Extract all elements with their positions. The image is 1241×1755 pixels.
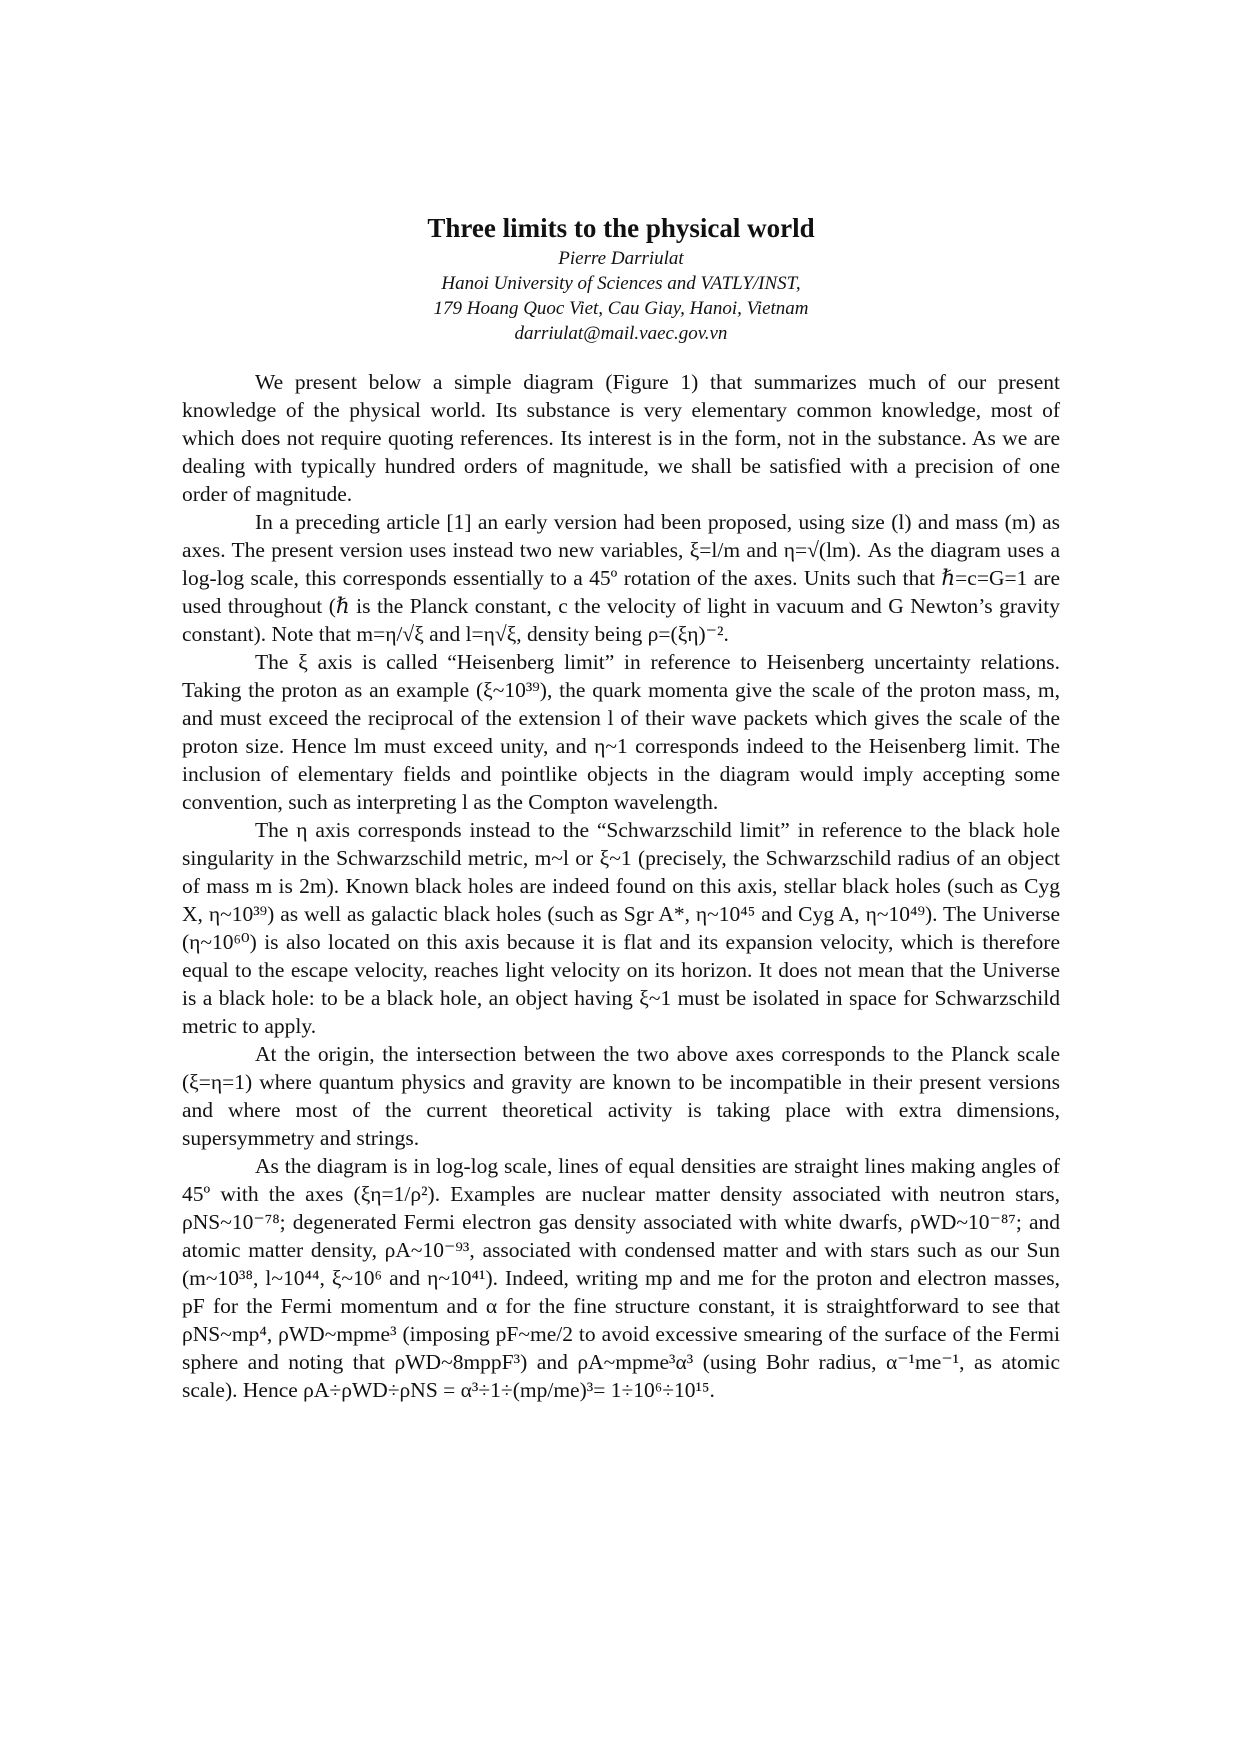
author-email: darriulat@mail.vaec.gov.vn xyxy=(514,323,728,344)
paper-header xyxy=(182,212,1060,346)
author-address: 179 Hoang Quoc Viet, Cau Giay, Hanoi, Vietnam xyxy=(433,298,809,319)
author-affiliation: Hanoi University of Sciences and VATLY/INST, xyxy=(441,273,801,294)
paper-title: Three limits to the physical world xyxy=(427,213,815,243)
paragraph-2: In a preceding article [1] an early version had been proposed, using size (l) and mass (m) as axes. The present version uses instead two new variables, ξ=l/m and η=√(lm). As the diagram uses a log-log scale, this corresponds essentially to a 45º rotation of the axes. Units such that ℏ=c=G=1 are used throughout (ℏ is the Planck constant, c the velocity of light in vacuum and G Newton’s gravity constant). Note that m=η/√ξ and l=η√ξ, density being ρ=(ξη)⁻². xyxy=(182,510,1060,646)
paragraph-1: We present below a simple diagram (Figure 1) that summarizes much of our present knowledge of the physical world. Its substance is very elementary common knowledge, most of which does not require quoting references. Its interest is in the form, not in the substance. As we are dealing with typically hundred orders of magnitude, we shall be satisfied with a precision of one order of magnitude. xyxy=(182,370,1060,506)
paragraph-3: The ξ axis is called “Heisenberg limit” in reference to Heisenberg uncertainty relations. Taking the proton as an example (ξ~10³⁹), the quark momenta give the scale of the proton mass, m, and must exceed the reciprocal of the extension l of their wave packets which gives the scale of the proton size. Hence lm must exceed unity, and η~1 corresponds indeed to the Heisenberg limit. The inclusion of elementary fields and pointlike objects in the diagram would imply accepting some convention, such as interpreting l as the Compton wavelength. xyxy=(182,650,1060,814)
author-name: Pierre Darriulat xyxy=(558,248,684,269)
paper-page xyxy=(182,212,1060,1404)
paragraph-6: As the diagram is in log-log scale, lines of equal densities are straight lines making angles of 45º with the axes (ξη=1/ρ²). Examples are nuclear matter density associated with neutron stars, ρNS~10⁻⁷⁸; degenerated Fermi electron gas density associated with white dwarfs, ρWD~10⁻⁸⁷; and atomic matter density, ρA~10⁻⁹³, associated with condensed matter and with stars such as our Sun (m~10³⁸, l~10⁴⁴, ξ~10⁶ and η~10⁴¹). Indeed, writing mp and me for the proton and electron masses, pF for the Fermi momentum and α for the fine structure constant, it is straightforward to see that ρNS~mp⁴, ρWD~mpme³ (imposing pF~me/2 to avoid excessive smearing of the surface of the Fermi sphere and noting that ρWD~8mppF³) and ρA~mpme³α³ (using Bohr radius, α⁻¹me⁻¹, as atomic scale). Hence ρA÷ρWD÷ρNS = α³÷1÷(mp/me)³= 1÷10⁶÷10¹⁵. xyxy=(182,1154,1060,1402)
paragraph-5: At the origin, the intersection between the two above axes corresponds to the Planck scale (ξ=η=1) where quantum physics and gravity are known to be incompatible in their present versions and where most of the current theoretical activity is taking place with extra dimensions, supersymmetry and strings. xyxy=(182,1042,1060,1150)
paper-body xyxy=(182,368,1060,1404)
paragraph-4: The η axis corresponds instead to the “Schwarzschild limit” in reference to the black hole singularity in the Schwarzschild metric, m~l or ξ~1 (precisely, the Schwarzschild radius of an object of mass m is 2m). Known black holes are indeed found on this axis, stellar black holes (such as Cyg X, η~10³⁹) as well as galactic black holes (such as Sgr A*, η~10⁴⁵ and Cyg A, η~10⁴⁹). The Universe (η~10⁶⁰) is also located on this axis because it is flat and its expansion velocity, which is therefore equal to the escape velocity, reaches light velocity on its horizon. It does not mean that the Universe is a black hole: to be a black hole, an object having ξ~1 must be isolated in space for Schwarzschild metric to apply. xyxy=(182,818,1060,1038)
